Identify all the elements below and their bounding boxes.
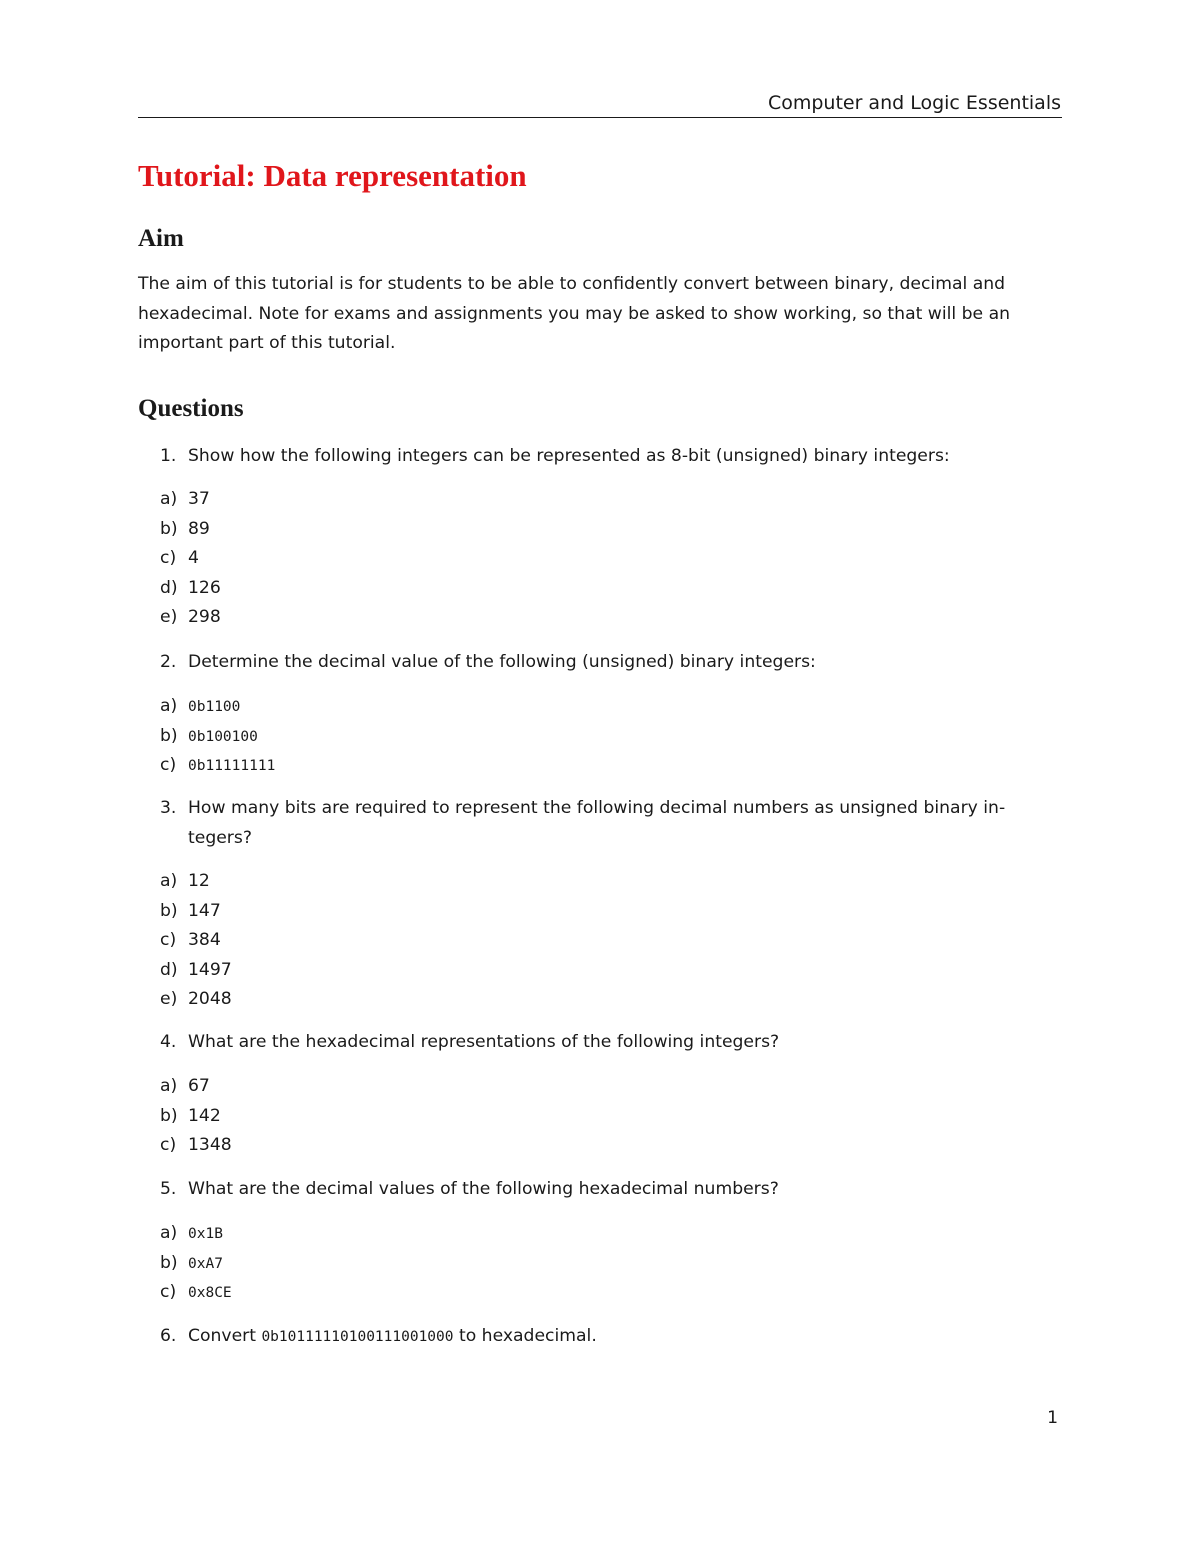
question-3-options: [160, 867, 232, 1015]
list-item: b) 0b100100: [160, 725, 258, 746]
list-item: c) 0x8CE: [160, 1282, 232, 1302]
aim-heading: Aim: [138, 225, 184, 252]
question-number: 4.: [160, 1032, 177, 1052]
list-item: c) 1348: [160, 1135, 232, 1155]
list-item: d) 1497: [160, 959, 232, 980]
page-number: 1: [1047, 1408, 1058, 1428]
question-text: How many bits are required to represent the following decimal numbers as unsigned binary in-: [188, 798, 1006, 818]
question-5-options: [160, 1219, 232, 1308]
list-item: a) 0b1100: [160, 696, 241, 716]
option-value: 2048: [188, 989, 232, 1009]
question-5: [160, 1175, 1062, 1205]
option-value: 0xA7: [188, 1255, 223, 1272]
option-value: 4: [188, 548, 199, 568]
question-text: What are the hexadecimal representations of the following integers?: [188, 1032, 780, 1052]
question-text-continued: tegers?: [188, 827, 252, 848]
question-text: Determine the decimal value of the following (unsigned) binary integers:: [188, 652, 816, 672]
page-title: Tutorial: Data representation: [138, 158, 527, 193]
option-value: 89: [188, 518, 210, 539]
question-number: 6.: [160, 1326, 177, 1346]
header-divider: [138, 117, 1062, 118]
question-6: [160, 1322, 1062, 1353]
question-number: 5.: [160, 1179, 177, 1199]
list-item: a) 67: [160, 1076, 210, 1096]
option-value: 1348: [188, 1135, 232, 1155]
option-value: 142: [188, 1105, 221, 1126]
question-4: [160, 1028, 1062, 1058]
question-number: 2.: [160, 652, 177, 672]
question-2: [160, 648, 1062, 678]
option-value: 1497: [188, 959, 232, 980]
option-value: 67: [188, 1076, 210, 1096]
question-text: Show how the following integers can be represented as 8-bit (unsigned) binary integers:: [188, 446, 950, 466]
list-item: b) 142: [160, 1105, 221, 1126]
binary-code: 0b10111110100111001000: [261, 1329, 454, 1345]
list-item: a) 37: [160, 489, 210, 509]
questions-heading: Questions: [138, 395, 244, 422]
question-text: What are the decimal values of the following hexadecimal numbers?: [188, 1179, 779, 1199]
list-item: c) 4: [160, 548, 199, 568]
question-number: 3.: [160, 798, 177, 818]
question-text-end: to hexadecimal.: [458, 1326, 597, 1346]
list-item: b) 0xA7: [160, 1252, 223, 1273]
list-item: b) 147: [160, 900, 221, 921]
list-item: d) 126: [160, 577, 221, 598]
list-item: e) 298: [160, 607, 221, 627]
list-item: e) 2048: [160, 989, 232, 1009]
option-value: 126: [188, 577, 221, 598]
question-1: [160, 442, 1062, 472]
list-item: a) 12: [160, 871, 210, 891]
question-number: 1.: [160, 446, 177, 466]
list-item: c) 384: [160, 930, 221, 950]
question-3: [160, 794, 1062, 853]
option-value: 0b1100: [188, 699, 241, 715]
aim-paragraph: The aim of this tutorial is for students to be able to confidently convert between binary, decimal and hexadecimal. Note for exams and assignments you may be asked to show working, so that will be an important part of this tutorial.: [138, 274, 1011, 353]
question-text: Convert: [188, 1326, 256, 1346]
option-value: 384: [188, 930, 221, 950]
option-value: 0b11111111: [188, 758, 276, 774]
list-item: c) 0b11111111: [160, 755, 276, 775]
list-item: a) 0x1B: [160, 1223, 223, 1243]
question-4-options: [160, 1072, 232, 1161]
option-value: 298: [188, 607, 221, 627]
option-value: 0b100100: [188, 728, 258, 745]
running-header: Computer and Logic Essentials: [767, 92, 1061, 114]
list-item: b) 89: [160, 518, 210, 539]
option-value: 0x8CE: [188, 1285, 232, 1301]
option-value: 147: [188, 900, 221, 921]
option-value: 37: [188, 489, 210, 509]
option-value: 0x1B: [188, 1226, 223, 1242]
question-2-options: [160, 692, 275, 781]
question-1-options: [160, 485, 221, 633]
option-value: 12: [188, 871, 210, 891]
